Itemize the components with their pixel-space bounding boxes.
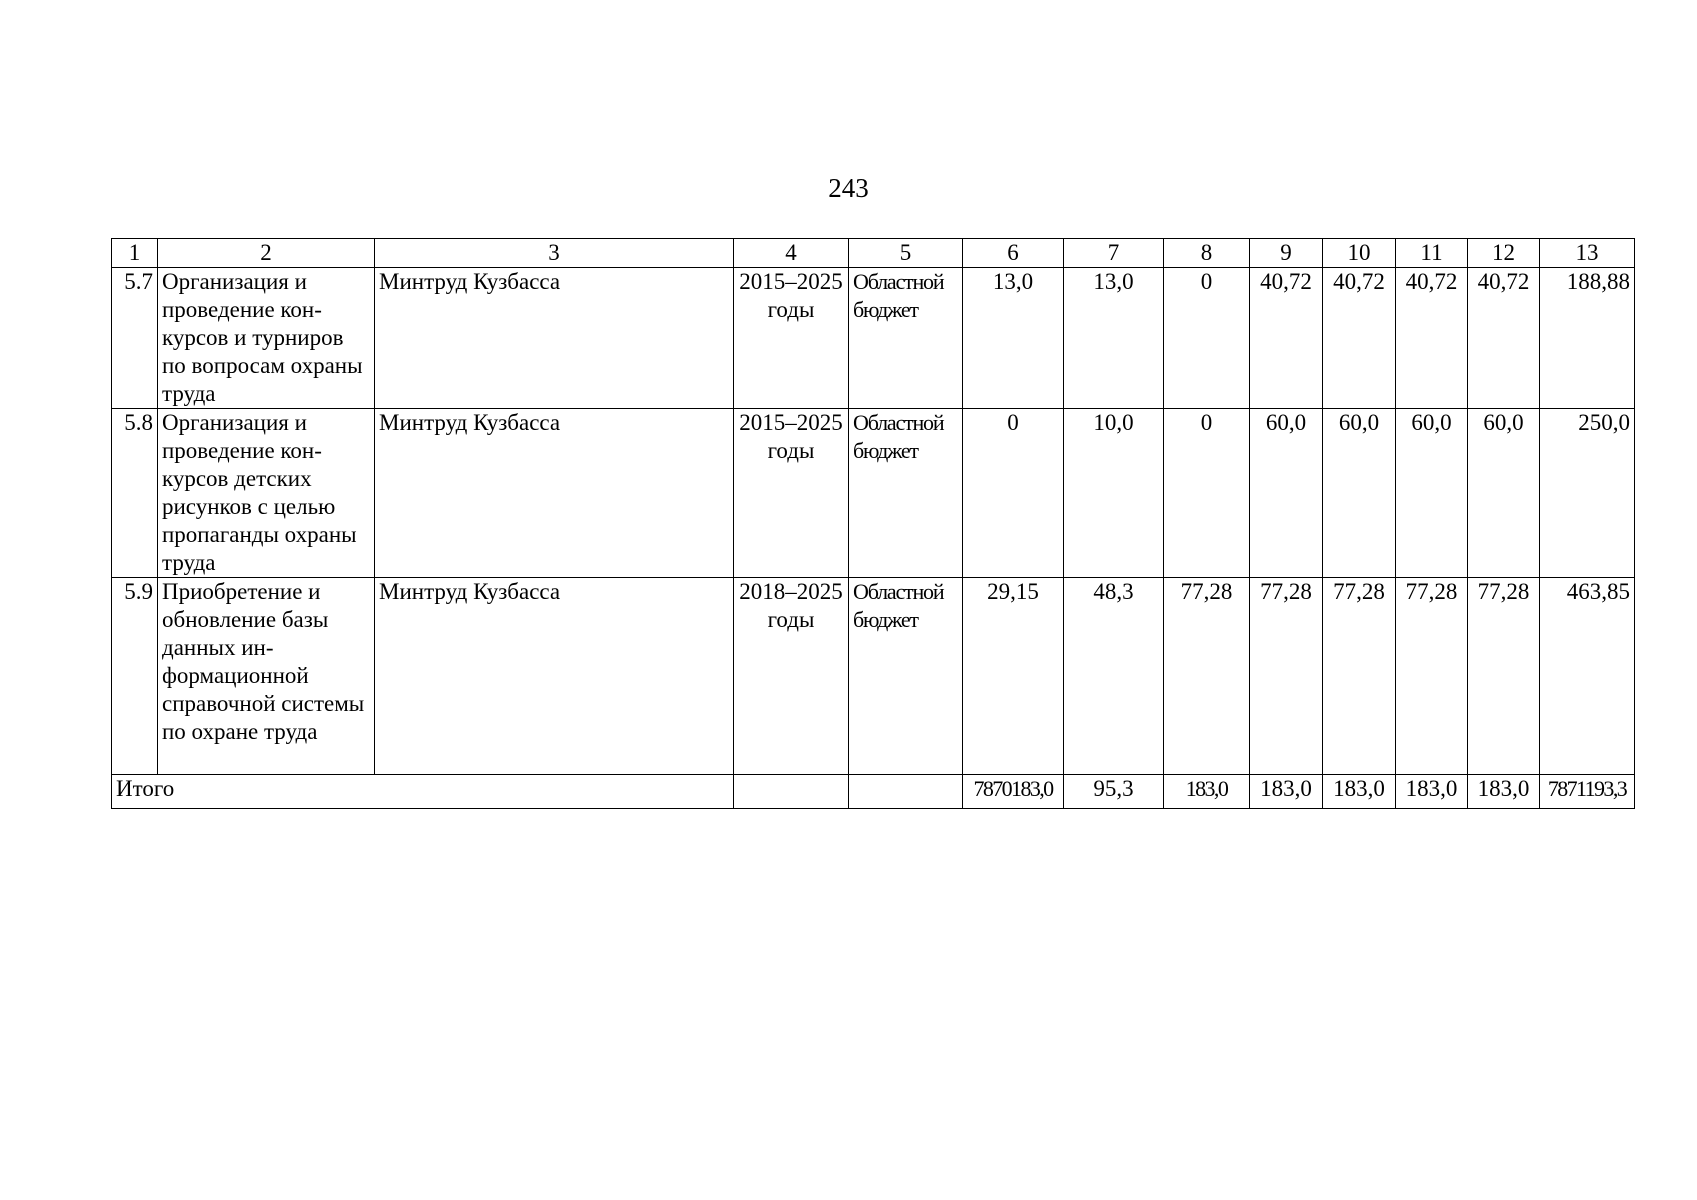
value-cell: 77,28 <box>1250 578 1323 775</box>
row-number: 5.8 <box>112 409 158 578</box>
column-header: 12 <box>1468 239 1540 268</box>
total-value-cell: 7870183,0 <box>963 775 1064 809</box>
value-cell: 77,28 <box>1323 578 1396 775</box>
column-header: 7 <box>1064 239 1164 268</box>
value-cell: 13,0 <box>1064 268 1164 409</box>
value-cell: 60,0 <box>1468 409 1540 578</box>
column-header: 13 <box>1540 239 1635 268</box>
column-header: 4 <box>734 239 849 268</box>
value-cell: 60,0 <box>1396 409 1468 578</box>
executor: Минтруд Кузбасса <box>375 409 734 578</box>
column-header: 5 <box>849 239 963 268</box>
budget-table <box>111 238 1635 809</box>
table-row <box>112 578 1635 775</box>
total-value-cell: 183,0 <box>1323 775 1396 809</box>
funding-source: Областной бюджет <box>849 268 963 409</box>
value-cell: 60,0 <box>1250 409 1323 578</box>
table-row <box>112 268 1635 409</box>
value-cell: 0 <box>963 409 1064 578</box>
column-header: 1 <box>112 239 158 268</box>
value-cell: 77,28 <box>1468 578 1540 775</box>
value-cell: 77,28 <box>1164 578 1250 775</box>
value-cell: 29,15 <box>963 578 1064 775</box>
column-header: 9 <box>1250 239 1323 268</box>
total-value-cell: 183,0 <box>1468 775 1540 809</box>
empty-cell <box>734 775 849 809</box>
years: 2015–2025 годы <box>734 409 849 578</box>
funding-source: Областной бюджет <box>849 578 963 775</box>
column-header-row <box>112 239 1635 268</box>
empty-cell <box>849 775 963 809</box>
value-cell: 40,72 <box>1396 268 1468 409</box>
page-number: 243 <box>828 173 869 203</box>
total-value-cell: 183,0 <box>1164 775 1250 809</box>
value-cell: 40,72 <box>1250 268 1323 409</box>
value-cell: 48,3 <box>1064 578 1164 775</box>
total-value-cell: 463,85 <box>1540 578 1635 775</box>
activity-name: Организация и проведение кон-курсов и турниров по вопросам охраны труда <box>158 268 375 409</box>
activity-name: Организация и проведение кон-курсов детских рисунков с целью пропаганды охраны труда <box>158 409 375 578</box>
row-number: 5.9 <box>112 578 158 775</box>
total-value-cell: 250,0 <box>1540 409 1635 578</box>
value-cell: 40,72 <box>1468 268 1540 409</box>
years: 2018–2025 годы <box>734 578 849 775</box>
executor: Минтруд Кузбасса <box>375 268 734 409</box>
activity-name: Приобретение и обновление базы данных ин-формационной справочной системы по охране труда <box>158 578 375 775</box>
value-cell: 40,72 <box>1323 268 1396 409</box>
column-header: 2 <box>158 239 375 268</box>
value-cell: 0 <box>1164 268 1250 409</box>
table-row <box>112 409 1635 578</box>
value-cell: 60,0 <box>1323 409 1396 578</box>
column-header: 8 <box>1164 239 1250 268</box>
value-cell: 10,0 <box>1064 409 1164 578</box>
value-cell: 77,28 <box>1396 578 1468 775</box>
column-header: 11 <box>1396 239 1468 268</box>
column-header: 10 <box>1323 239 1396 268</box>
row-number: 5.7 <box>112 268 158 409</box>
value-cell: 13,0 <box>963 268 1064 409</box>
total-row <box>112 775 1635 809</box>
column-header: 6 <box>963 239 1064 268</box>
total-value-cell: 188,88 <box>1540 268 1635 409</box>
grand-total-cell: 7871193,3 <box>1540 775 1635 809</box>
total-value-cell: 183,0 <box>1250 775 1323 809</box>
value-cell: 0 <box>1164 409 1250 578</box>
total-label: Итого <box>112 775 734 809</box>
funding-source: Областной бюджет <box>849 409 963 578</box>
total-value-cell: 95,3 <box>1064 775 1164 809</box>
total-value-cell: 183,0 <box>1396 775 1468 809</box>
executor: Минтруд Кузбасса <box>375 578 734 775</box>
column-header: 3 <box>375 239 734 268</box>
years: 2015–2025 годы <box>734 268 849 409</box>
